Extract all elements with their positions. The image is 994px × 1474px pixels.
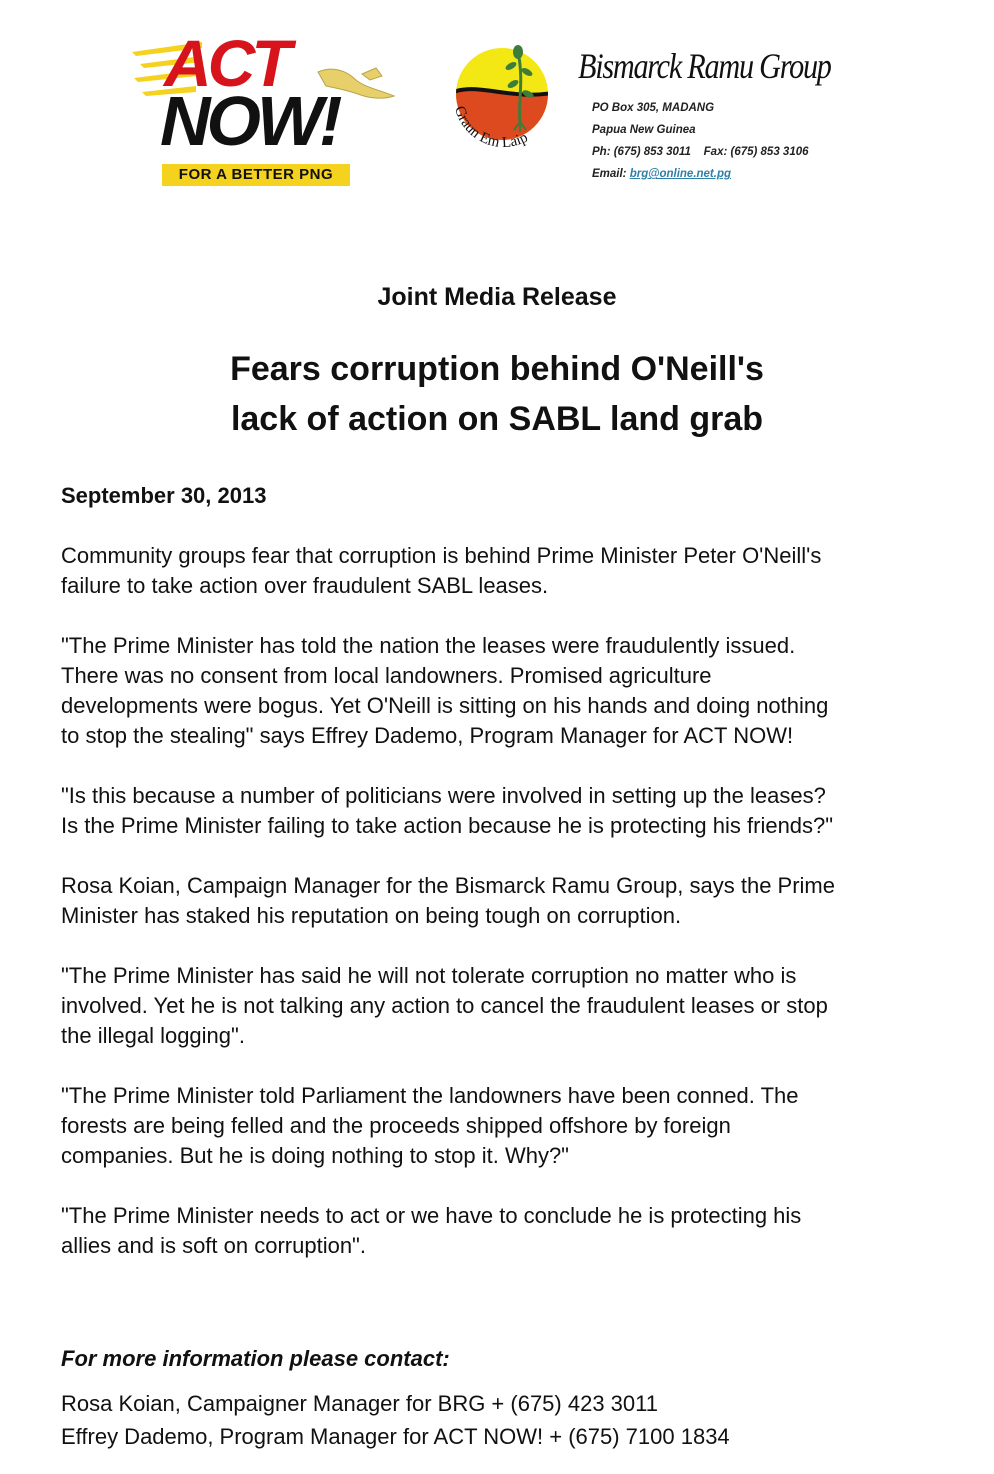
paragraph-line: to stop the stealing" says Effrey Dademo, Program Manager for ACT NOW! — [61, 723, 794, 748]
headline-line: lack of action on SABL land grab — [230, 400, 764, 438]
paragraph-line: forests are being felled and the proceeds shipped offshore by foreign — [61, 1113, 731, 1138]
paragraph-line: companies. But he is doing nothing to stop it. Why?" — [61, 1143, 569, 1168]
act-now-logo — [132, 26, 402, 190]
contact-heading: For more information please contact: — [61, 1346, 450, 1371]
act-tagline: FOR A BETTER PNG — [162, 164, 350, 186]
brg-email-label: Email: — [592, 168, 630, 180]
paragraph-line: Is the Prime Minister failing to take action because he is protecting his friends?" — [61, 813, 834, 838]
brg-country: Papua New Guinea — [592, 124, 696, 136]
contact-line: Rosa Koian, Campaigner Manager for BRG + (675) 423 3011 — [61, 1391, 658, 1416]
headline-line: Fears corruption behind O'Neill's — [230, 350, 764, 388]
release-date: September 30, 2013 — [61, 483, 267, 508]
body-paragraph-4 — [61, 871, 961, 931]
graun-em-laip-emblem-icon — [448, 32, 568, 172]
brg-name: Bismarck Ramu Group — [578, 46, 831, 86]
paragraph-line: Rosa Koian, Campaign Manager for the Bismarck Ramu Group, says the Prime — [61, 873, 835, 898]
brg-email-row — [592, 166, 731, 182]
paragraph-line: "The Prime Minister has told the nation the leases were fraudulently issued. — [61, 633, 796, 658]
paragraph-line: Minister has staked his reputation on being tough on corruption. — [61, 903, 682, 928]
body-paragraph-1 — [61, 541, 961, 601]
release-type-heading: Joint Media Release — [377, 283, 617, 311]
contact-line: Effrey Dademo, Program Manager for ACT NOW! + (675) 7100 1834 — [61, 1424, 730, 1449]
brg-ring-text: Graun Em Laip — [450, 104, 531, 152]
body-paragraph-7 — [61, 1201, 961, 1261]
paragraph-line: "The Prime Minister needs to act or we have to conclude he is protecting his — [61, 1203, 802, 1228]
body-paragraph-2 — [61, 631, 961, 751]
paragraph-line: allies and is soft on corruption". — [61, 1233, 366, 1258]
paragraph-line: Community groups fear that corruption is behind Prime Minister Peter O'Neill's — [61, 543, 822, 568]
brg-address: PO Box 305, MADANG — [592, 102, 715, 114]
paragraph-line: There was no consent from local landowners. Promised agriculture — [61, 663, 712, 688]
paragraph-line: involved. Yet he is not talking any action to cancel the fraudulent leases or stop — [61, 993, 828, 1018]
paragraph-line: "The Prime Minister told Parliament the landowners have been conned. The — [61, 1083, 799, 1108]
headline — [0, 344, 994, 444]
brg-email-link[interactable]: brg@online.net.pg — [629, 168, 732, 180]
paragraph-line: failure to take action over fraudulent SABL leases. — [61, 573, 549, 598]
paragraph-line: the illegal logging". — [61, 1023, 245, 1048]
paragraph-line: "Is this because a number of politicians were involved in setting up the leases? — [61, 783, 826, 808]
body-paragraph-6 — [61, 1081, 961, 1171]
act-word: ACT — [164, 26, 288, 100]
brg-logo — [448, 32, 568, 172]
body-paragraph-3 — [61, 781, 961, 841]
paragraph-line: developments were bogus. Yet O'Neill is sitting on his hands and doing nothing — [61, 693, 829, 718]
paragraph-line: "The Prime Minister has said he will not tolerate corruption no matter who is — [61, 963, 797, 988]
brg-phone-fax: Ph: (675) 853 3011 Fax: (675) 853 3106 — [592, 146, 809, 158]
now-word: NOW! — [160, 82, 339, 160]
body-paragraph-5 — [61, 961, 961, 1051]
